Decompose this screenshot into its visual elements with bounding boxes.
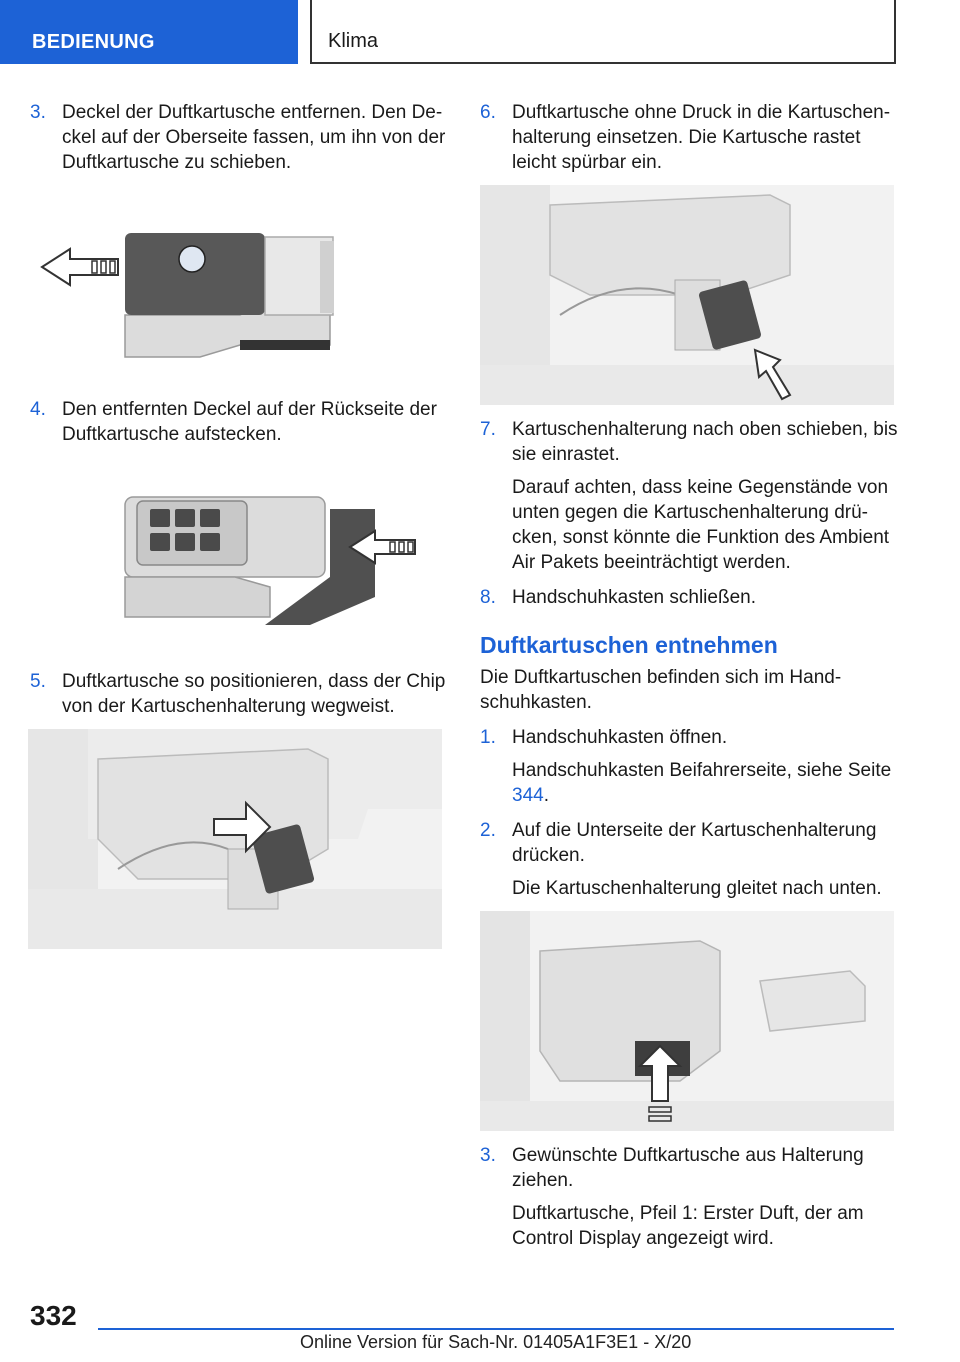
right-column <box>480 100 900 1261</box>
step-number: 1. <box>480 727 496 748</box>
page-reference-link[interactable]: 344 <box>512 785 544 806</box>
note-text: Handschuhkasten Beifahrerseite, siehe Seite <box>512 760 892 781</box>
step-text: Handschuhkasten schließen. <box>512 587 756 608</box>
step-number: 6. <box>480 102 496 123</box>
figure-holder-push-up <box>480 185 894 405</box>
step-number: 2. <box>480 820 496 841</box>
remove-step-3 <box>480 1143 900 1251</box>
cartridge-lid <box>125 233 334 315</box>
figure-glovebox-insert <box>28 729 442 949</box>
remove-step-2 <box>480 818 900 901</box>
figure-attach-lid <box>30 457 450 657</box>
footer-divider <box>98 1328 894 1330</box>
remove-step-1 <box>480 725 900 808</box>
section-intro: Die Duftkartuschen befinden sich im Handschuhkasten. <box>480 667 842 713</box>
step-number: 7. <box>480 419 496 440</box>
step-number: 4. <box>30 399 46 420</box>
step-text: Duftkartusche ohne Druck in die Kartuschenhalterung einsetzen. Die Kartusche rastet leicht spürbar ein. <box>512 102 891 173</box>
arrow-left-icon <box>42 249 118 285</box>
page-number: 332 <box>30 1300 77 1331</box>
step-6-insert-cartridge <box>480 100 900 175</box>
figure-holder-press-down <box>480 911 894 1131</box>
step-text: Auf die Unterseite der Kartuschenhalterung drücken. <box>512 820 877 866</box>
step-number: 3. <box>30 102 46 123</box>
step-text: Deckel der Duftkartusche entfernen. Den Deckel auf der Oberseite fassen, um ihn von der Duftkartusche zu schieben. <box>62 102 446 173</box>
chapter-title: Klima <box>310 0 896 64</box>
step-4-attach-lid <box>30 397 450 447</box>
step-3-remove-lid <box>30 100 450 175</box>
section-tab: BEDIENUNG <box>0 0 298 64</box>
step-note <box>512 758 900 808</box>
cartridge-body <box>125 497 325 617</box>
note-end: . <box>543 785 549 806</box>
footer-version: Online Version für Sach-Nr. 01405A1F3E1 - X/20 <box>300 1332 692 1352</box>
step-text: Handschuhkasten öffnen. <box>512 727 728 748</box>
section-heading: Duftkartuschen entnehmen <box>480 632 778 658</box>
step-text: Gewünschte Duftkartusche aus Halterung ziehen. <box>512 1145 864 1191</box>
step-text: Duftkartusche so positionieren, dass der Chip von der Kartuschenhalterung wegweist. <box>62 671 446 717</box>
step-8-close-glovebox <box>480 585 900 610</box>
step-note: Duftkartusche, Pfeil 1: Erster Duft, der am Control Display angezeigt wird. <box>512 1203 864 1249</box>
step-7-push-holder <box>480 417 900 575</box>
step-note: Die Kartuschenhalterung gleitet nach unten. <box>512 878 882 899</box>
step-number: 3. <box>480 1145 496 1166</box>
step-note: Darauf achten, dass keine Gegenstände von unten gegen die Kartuschenhalterung drücken, sonst könnte die Funktion des Ambient Air Pakets beeinträchtigt werden. <box>512 477 890 573</box>
figure-remove-lid <box>30 185 450 385</box>
step-text: Kartuschenhalterung nach oben schieben, bis sie einrastet. <box>512 419 898 465</box>
step-text: Den entfernten Deckel auf der Rückseite der Duftkartusche aufstecken. <box>62 399 437 445</box>
step-number: 8. <box>480 587 496 608</box>
left-column <box>30 100 450 961</box>
brand-logo-icon <box>179 246 205 272</box>
step-5-position-cartridge <box>30 669 450 719</box>
step-number: 5. <box>30 671 46 692</box>
